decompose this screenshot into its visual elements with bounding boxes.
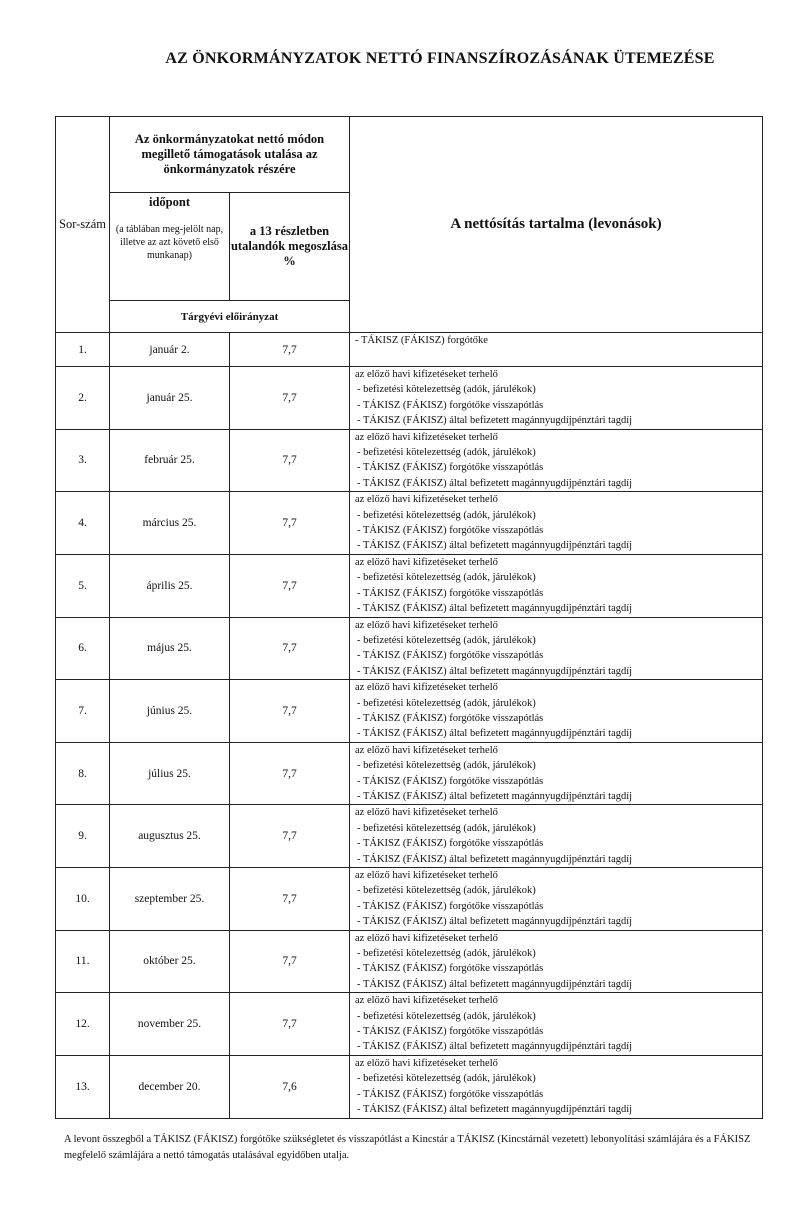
row-date: augusztus 25. bbox=[110, 805, 230, 868]
row-deductions bbox=[350, 680, 763, 743]
row-percentage: 7,7 bbox=[230, 868, 350, 931]
row-percentage: 7,7 bbox=[230, 805, 350, 868]
row-deductions bbox=[350, 742, 763, 805]
header-percentage: a 13 részletben utalandók megoszlása % bbox=[230, 193, 350, 301]
row-date: január 2. bbox=[110, 333, 230, 367]
deduction-line: - befizetési kötelezettség (adók, járulékok) bbox=[357, 634, 536, 646]
row-percentage: 7,7 bbox=[230, 930, 350, 993]
table-row bbox=[56, 993, 763, 1056]
table-row bbox=[56, 868, 763, 931]
deduction-line: - TÁKISZ (FÁKISZ) által befizetett magánnyugdíjpénztári tagdíj bbox=[357, 916, 633, 928]
deduction-line: - befizetési kötelezettség (adók, járulékok) bbox=[357, 760, 536, 772]
header-date-note: (a táblában meg-jelölt nap, illetve az azt követő első munkanap) bbox=[115, 224, 224, 261]
deduction-line: - TÁKISZ (FÁKISZ) forgótőke visszapótlás bbox=[357, 712, 544, 724]
deduction-line: az előző havi kifizetéseket terhelő bbox=[355, 1057, 498, 1069]
row-percentage: 7,7 bbox=[230, 333, 350, 367]
deduction-line: - TÁKISZ (FÁKISZ) forgótőke visszapótlás bbox=[357, 525, 544, 537]
row-number: 12. bbox=[56, 993, 110, 1056]
deduction-line: - TÁKISZ (FÁKISZ) forgótőke visszapótlás bbox=[357, 462, 544, 474]
row-deductions bbox=[350, 617, 763, 680]
deduction-line: az előző havi kifizetéseket terhelő bbox=[355, 995, 498, 1007]
deduction-line: - TÁKISZ (FÁKISZ) forgótőke visszapótlás bbox=[357, 900, 544, 912]
row-number: 10. bbox=[56, 868, 110, 931]
row-deductions bbox=[350, 1055, 763, 1118]
row-date: április 25. bbox=[110, 554, 230, 617]
deduction-line: - befizetési kötelezettség (adók, járulékok) bbox=[357, 384, 536, 396]
row-date: július 25. bbox=[110, 742, 230, 805]
deduction-line: - befizetési kötelezettség (adók, járulékok) bbox=[357, 509, 536, 521]
footer-note: A levont összegből a TÁKISZ (FÁKISZ) forgótőke szükségletet és visszapótlást a Kincstár a TÁKISZ (Kincstárnál vezetett) lebonyolítási számlájára és a FÁKISZ megfelelő számlájára a nettó támogatás utalásával egyidőben utalja. bbox=[64, 1134, 751, 1161]
row-number: 3. bbox=[56, 429, 110, 492]
header-sorszam: Sor-szám bbox=[56, 117, 110, 333]
row-percentage: 7,7 bbox=[230, 429, 350, 492]
deduction-line: - TÁKISZ (FÁKISZ) által befizetett magánnyugdíjpénztári tagdíj bbox=[357, 603, 633, 615]
deduction-line: - TÁKISZ (FÁKISZ) által befizetett magánnyugdíjpénztári tagdíj bbox=[357, 665, 633, 677]
row-number: 13. bbox=[56, 1055, 110, 1118]
row-percentage: 7,7 bbox=[230, 367, 350, 430]
row-deductions bbox=[350, 333, 763, 367]
table-row bbox=[56, 680, 763, 743]
deduction-line: - TÁKISZ (FÁKISZ) forgótőke visszapótlás bbox=[357, 399, 544, 411]
table-row bbox=[56, 429, 763, 492]
deduction-line: - TÁKISZ (FÁKISZ) által befizetett magánnyugdíjpénztári tagdíj bbox=[357, 415, 633, 427]
row-number: 11. bbox=[56, 930, 110, 993]
deduction-line: az előző havi kifizetéseket terhelő bbox=[355, 619, 498, 631]
deduction-line: - TÁKISZ (FÁKISZ) által befizetett magánnyugdíjpénztári tagdíj bbox=[357, 1041, 633, 1053]
deduction-line: - TÁKISZ (FÁKISZ) által befizetett magánnyugdíjpénztári tagdíj bbox=[357, 853, 633, 865]
deduction-line: az előző havi kifizetéseket terhelő bbox=[355, 556, 498, 568]
table-row bbox=[56, 742, 763, 805]
deduction-line: - TÁKISZ (FÁKISZ) forgótőke visszapótlás bbox=[357, 775, 544, 787]
row-number: 6. bbox=[56, 617, 110, 680]
deduction-line: - befizetési kötelezettség (adók, járulékok) bbox=[357, 1010, 536, 1022]
deduction-line: az előző havi kifizetéseket terhelő bbox=[355, 932, 498, 944]
row-date: október 25. bbox=[110, 930, 230, 993]
row-date: május 25. bbox=[110, 617, 230, 680]
row-date: június 25. bbox=[110, 680, 230, 743]
header-current-year-appropriation: Tárgyévi előirányzat bbox=[110, 301, 350, 333]
table-row bbox=[56, 333, 763, 367]
row-date: november 25. bbox=[110, 993, 230, 1056]
deduction-line: az előző havi kifizetéseket terhelő bbox=[355, 431, 498, 443]
deduction-line: - TÁKISZ (FÁKISZ) forgótőke visszapótlás bbox=[357, 650, 544, 662]
deduction-line: - befizetési kötelezettség (adók, járulékok) bbox=[357, 447, 536, 459]
row-deductions bbox=[350, 805, 763, 868]
deduction-line: - TÁKISZ (FÁKISZ) forgótőke visszapótlás bbox=[357, 1026, 544, 1038]
row-percentage: 7,7 bbox=[230, 680, 350, 743]
row-percentage: 7,7 bbox=[230, 554, 350, 617]
deduction-line: - befizetési kötelezettség (adók, járulékok) bbox=[357, 572, 536, 584]
deduction-line: - TÁKISZ (FÁKISZ) által befizetett magánnyugdíjpénztári tagdíj bbox=[357, 1104, 633, 1116]
table-row bbox=[56, 492, 763, 555]
deduction-line: - befizetési kötelezettség (adók, járulékok) bbox=[357, 697, 536, 709]
table-row bbox=[56, 617, 763, 680]
header-netting-content: A nettósítás tartalma (levonások) bbox=[350, 117, 763, 333]
row-number: 8. bbox=[56, 742, 110, 805]
header-date-label: időpont bbox=[149, 195, 190, 209]
row-date: január 25. bbox=[110, 367, 230, 430]
header-transfer-group: Az önkormányzatokat nettó módon megillető támogatások utalása az önkormányzatok részére bbox=[110, 117, 350, 193]
row-percentage: 7,7 bbox=[230, 492, 350, 555]
schedule-table bbox=[55, 116, 763, 1119]
row-date: február 25. bbox=[110, 429, 230, 492]
row-deductions bbox=[350, 930, 763, 993]
table-row bbox=[56, 554, 763, 617]
deduction-line: az előző havi kifizetéseket terhelő bbox=[355, 682, 498, 694]
deduction-line: az előző havi kifizetéseket terhelő bbox=[355, 870, 498, 881]
deduction-line: - befizetési kötelezettség (adók, járulékok) bbox=[357, 822, 536, 834]
row-number: 9. bbox=[56, 805, 110, 868]
deduction-line: az előző havi kifizetéseket terhelő bbox=[355, 744, 498, 756]
deduction-line: - TÁKISZ (FÁKISZ) által befizetett magánnyugdíjpénztári tagdíj bbox=[357, 477, 633, 489]
deduction-line: - TÁKISZ (FÁKISZ) forgótőke visszapótlás bbox=[357, 587, 544, 599]
row-percentage: 7,6 bbox=[230, 1055, 350, 1118]
row-number: 1. bbox=[56, 333, 110, 367]
deduction-line: - befizetési kötelezettség (adók, járulékok) bbox=[357, 1073, 536, 1085]
deduction-line: - befizetési kötelezettség (adók, járulékok) bbox=[357, 948, 536, 960]
row-deductions bbox=[350, 993, 763, 1056]
row-deductions bbox=[350, 367, 763, 430]
row-number: 4. bbox=[56, 492, 110, 555]
row-deductions bbox=[350, 554, 763, 617]
page-title: AZ ÖNKORMÁNYZATOK NETTÓ FINANSZÍROZÁSÁNAK ÜTEMEZÉSE bbox=[165, 50, 715, 67]
row-percentage: 7,7 bbox=[230, 742, 350, 805]
row-date: december 20. bbox=[110, 1055, 230, 1118]
table-row bbox=[56, 367, 763, 430]
row-number: 2. bbox=[56, 367, 110, 430]
deduction-line: az előző havi kifizetéseket terhelő bbox=[355, 494, 498, 506]
row-deductions bbox=[350, 429, 763, 492]
row-percentage: 7,7 bbox=[230, 993, 350, 1056]
deduction-line: az előző havi kifizetéseket terhelő bbox=[355, 807, 498, 819]
deduction-line: az előző havi kifizetéseket terhelő bbox=[355, 369, 498, 380]
row-number: 5. bbox=[56, 554, 110, 617]
header-date bbox=[110, 193, 230, 301]
deduction-line: - TÁKISZ (FÁKISZ) által befizetett magánnyugdíjpénztári tagdíj bbox=[357, 790, 633, 802]
deduction-line: - TÁKISZ (FÁKISZ) által befizetett magánnyugdíjpénztári tagdíj bbox=[357, 540, 633, 552]
deduction-line: - TÁKISZ (FÁKISZ) forgótőke visszapótlás bbox=[357, 838, 544, 850]
table-row bbox=[56, 930, 763, 993]
deduction-line: - befizetési kötelezettség (adók, járulékok) bbox=[357, 885, 536, 897]
row-deductions bbox=[350, 868, 763, 931]
deduction-line: - TÁKISZ (FÁKISZ) forgótőke bbox=[355, 335, 488, 346]
row-date: szeptember 25. bbox=[110, 868, 230, 931]
table-row bbox=[56, 1055, 763, 1118]
deduction-line: - TÁKISZ (FÁKISZ) forgótőke visszapótlás bbox=[357, 963, 544, 975]
table-row bbox=[56, 805, 763, 868]
deduction-line: - TÁKISZ (FÁKISZ) által befizetett magánnyugdíjpénztári tagdíj bbox=[357, 728, 633, 740]
row-number: 7. bbox=[56, 680, 110, 743]
deduction-line: - TÁKISZ (FÁKISZ) forgótőke visszapótlás bbox=[357, 1088, 544, 1100]
row-deductions bbox=[350, 492, 763, 555]
row-date: március 25. bbox=[110, 492, 230, 555]
deduction-line: - TÁKISZ (FÁKISZ) által befizetett magánnyugdíjpénztári tagdíj bbox=[357, 978, 633, 990]
row-percentage: 7,7 bbox=[230, 617, 350, 680]
